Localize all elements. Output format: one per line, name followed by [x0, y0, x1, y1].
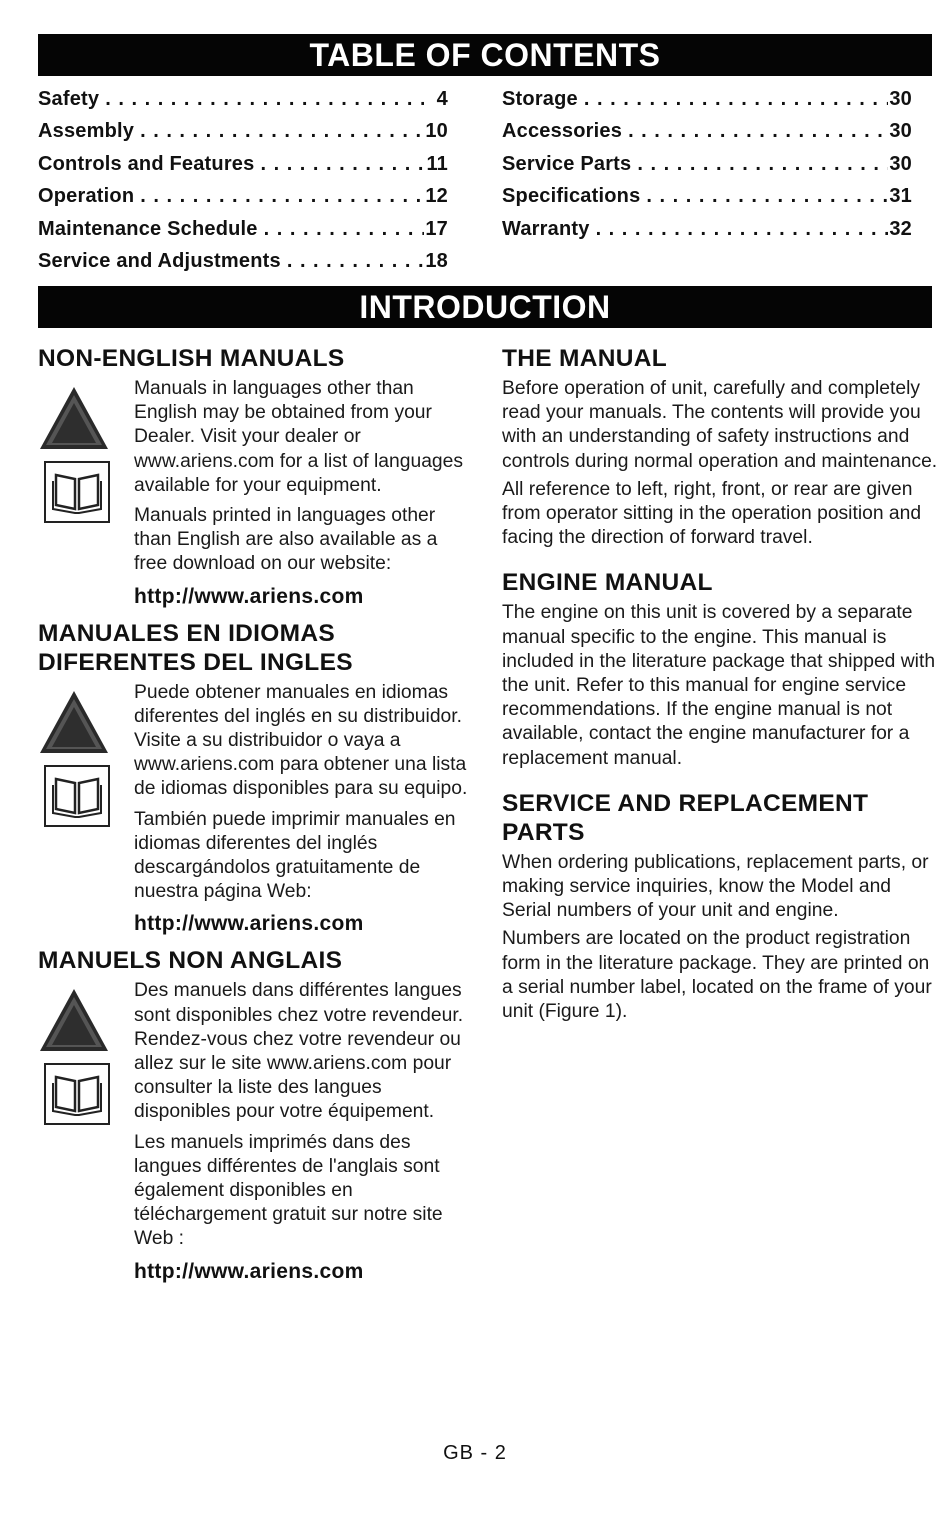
toc-entry-service-parts[interactable]	[502, 153, 912, 185]
toc-entry-page: 17	[425, 217, 448, 240]
toc-entry-page: 4	[436, 88, 448, 110]
toc-entry-service-adjustments[interactable]	[38, 250, 448, 282]
toc-entry-label: Controls and Features	[38, 152, 255, 175]
toc-entry-warranty[interactable]	[502, 218, 912, 250]
toc-entry-specifications[interactable]	[502, 185, 912, 217]
warning-triangle-icon	[38, 987, 110, 1053]
toc-entry-label: Service and Adjustments	[38, 249, 281, 272]
toc-entry-page: 30	[889, 152, 912, 175]
intro-left-column	[38, 344, 468, 1294]
toc-entry-label: Maintenance Schedule	[38, 217, 258, 240]
toc-entry-label: Accessories	[502, 120, 623, 143]
toc-entry-page: 12	[425, 185, 448, 208]
intro-right-column	[502, 344, 942, 1028]
french-notice	[38, 979, 468, 1283]
toc-entry-operation[interactable]	[38, 185, 448, 217]
the-manual-heading: THE MANUAL	[502, 345, 667, 372]
non-english-paragraph-1: Manuals in languages other than English may be obtained from your Dealer. Visit your dealer or www.ariens.com for a list of languages available for your equipment.	[134, 378, 464, 496]
toc-entry-label: Operation	[38, 185, 135, 208]
service-parts-paragraph-2: Numbers are located on the product registration form in the literature package. They are printed on a serial number label, located on the frame of your unit (Figure 1).	[502, 928, 932, 1023]
introduction-title: INTRODUCTION	[38, 286, 932, 328]
engine-manual-paragraph: The engine on this unit is covered by a separate manual specific to the engine. This manual is included in the literature package that shipped with the unit. Refer to this manual for engine service recommendations. If the engine manual is not available, contact the engine manufacturer for a replacement manual.	[502, 602, 936, 769]
non-english-notice	[38, 377, 468, 609]
toc-entry-label: Warranty	[502, 217, 590, 240]
spanish-paragraph-2: También puede imprimir manuales en idiomas diferentes del inglés descargándolos gratuitamente de nuestra página Web:	[134, 808, 456, 903]
toc-entry-page: 30	[889, 88, 912, 110]
toc-entry-maintenance[interactable]	[38, 218, 448, 250]
toc-entry-page: 11	[426, 152, 448, 175]
toc-entry-label: Specifications	[502, 185, 641, 208]
french-paragraph-2: Les manuels imprimés dans des langues différentes de l'anglais sont également disponibles en téléchargement gratuit sur notre site Web :	[134, 1131, 443, 1250]
toc-right-column	[502, 88, 912, 250]
service-parts-paragraph-1: When ordering publications, replacement parts, or making service inquiries, know the Model and Serial numbers of your unit and engine.	[502, 851, 929, 922]
toc-title: TABLE OF CONTENTS	[38, 34, 932, 76]
spanish-paragraph-1: Puede obtener manuales en idiomas diferentes del inglés en su distribuidor. Visite a su distribuidor o vaya a www.ariens.com para obtener una lista de idiomas disponibles para su equipo.	[134, 681, 468, 800]
the-manual-paragraph-1: Before operation of unit, carefully and completely read your manuals. The contents will provide you with an understanding of safety instructions and controls during normal operation and maintenance.	[502, 378, 938, 472]
toc-entry-page: 18	[425, 249, 448, 272]
toc-entry-accessories[interactable]	[502, 120, 912, 152]
spanish-manuals-heading: MANUALES EN IDIOMAS DIFERENTES DEL INGLES	[38, 619, 353, 676]
toc-entry-label: Service Parts	[502, 152, 632, 175]
toc-entry-page: 30	[889, 120, 912, 143]
non-english-paragraph-2: Manuals printed in languages other than English are also available as a free download on our website:	[134, 505, 438, 575]
french-url-link[interactable]: http://www.ariens.com	[134, 1259, 364, 1283]
read-manual-icon	[44, 765, 110, 827]
toc-entry-label: Safety	[38, 88, 100, 110]
toc-entry-page: 31	[889, 185, 912, 208]
non-english-manuals-heading: NON-ENGLISH MANUALS	[38, 345, 345, 372]
the-manual-paragraph-2: All reference to left, right, front, or rear are given from operator sitting in the operation position and facing the direction of forward travel.	[502, 478, 922, 549]
service-replacement-parts-heading: SERVICE AND REPLACEMENT PARTS	[502, 789, 869, 846]
spanish-notice	[38, 681, 468, 937]
toc-left-column	[38, 88, 448, 282]
read-manual-icon	[44, 461, 110, 523]
french-paragraph-1: Des manuels dans différentes langues sont disponibles chez votre revendeur. Rendez-vous chez votre revendeur ou allez sur le site www.ariens.com pour consulter la liste des langues disponibles pour votre équipement.	[134, 980, 464, 1123]
toc-entry-page: 10	[425, 120, 448, 143]
warning-triangle-icon	[38, 385, 110, 451]
non-english-url-link[interactable]: http://www.ariens.com	[134, 584, 364, 608]
engine-manual-heading: ENGINE MANUAL	[502, 569, 713, 597]
spanish-url-link[interactable]: http://www.ariens.com	[134, 912, 364, 936]
read-manual-icon	[44, 1063, 110, 1125]
toc-entry-label: Assembly	[38, 120, 135, 143]
toc-entry-storage[interactable]	[502, 88, 912, 120]
toc-entry-controls[interactable]	[38, 153, 448, 185]
page-number: GB - 2	[443, 1442, 507, 1464]
warning-triangle-icon	[38, 689, 110, 755]
toc-entry-label: Storage	[502, 88, 578, 110]
french-manuals-heading: MANUELS NON ANGLAIS	[38, 947, 343, 975]
toc-entry-page: 32	[889, 217, 912, 240]
toc-entry-assembly[interactable]	[38, 120, 448, 152]
toc-entry-safety[interactable]	[38, 88, 448, 120]
